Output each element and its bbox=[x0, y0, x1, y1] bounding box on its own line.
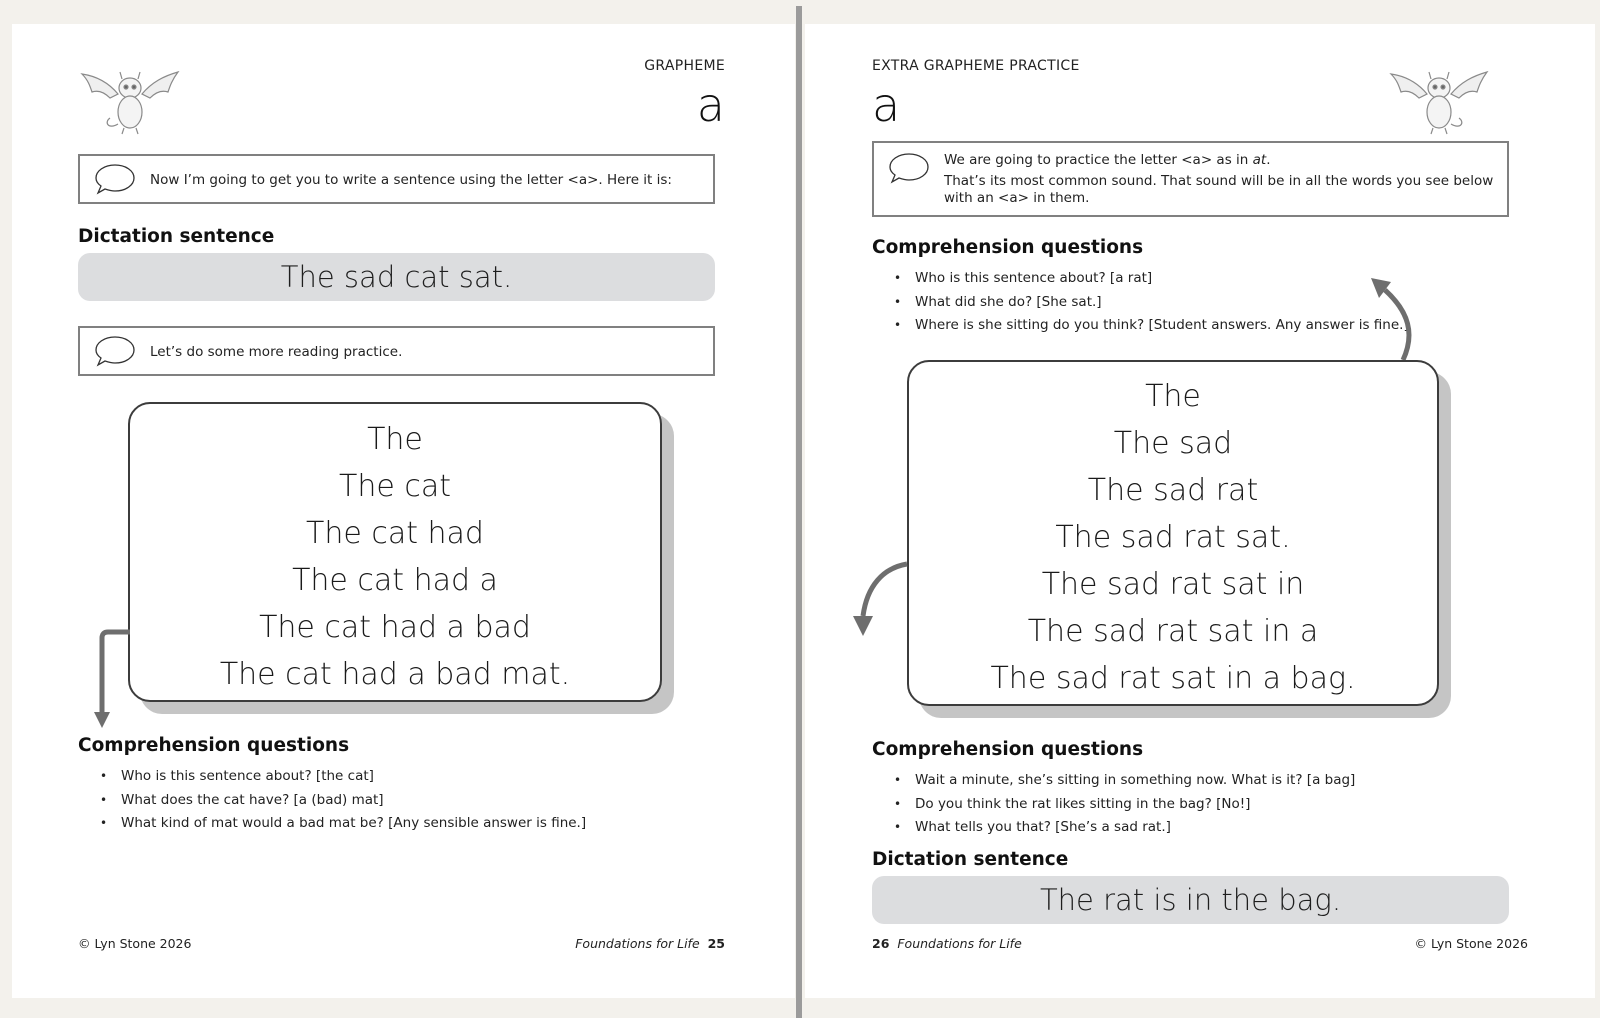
bullet-icon: • bbox=[894, 796, 902, 811]
book-spine bbox=[796, 6, 802, 1018]
footer-copyright: © Lyn Stone 2026 bbox=[78, 936, 192, 951]
reading-pyramid bbox=[128, 402, 662, 702]
curved-arrow-icon bbox=[92, 624, 134, 734]
page-left bbox=[12, 24, 795, 998]
speech-bubble-icon bbox=[94, 163, 136, 195]
question-text: What tells you that? [She’s a sad rat.] bbox=[915, 819, 1171, 835]
comprehension-heading-1: Comprehension questions bbox=[872, 237, 1144, 258]
instruction-box bbox=[78, 154, 715, 204]
instruction-text bbox=[944, 152, 1500, 207]
pyramid-line: The sad rat sat in a bbox=[1027, 614, 1319, 649]
question-item bbox=[872, 793, 1355, 817]
bullet-icon: • bbox=[100, 792, 108, 807]
section-label: EXTRA GRAPHEME PRACTICE bbox=[872, 58, 1080, 74]
pyramid-line: The cat bbox=[339, 469, 451, 504]
bullet-icon: • bbox=[894, 294, 902, 309]
reading-instruction-text: Let’s do some more reading practice. bbox=[150, 344, 403, 360]
page-number: 25 bbox=[707, 936, 725, 951]
question-text: What kind of mat would a bad mat be? [Any sensible answer is fine.] bbox=[121, 815, 587, 831]
question-text: What did she do? [She sat.] bbox=[915, 293, 1102, 310]
speech-bubble-icon bbox=[94, 335, 136, 367]
dragon-icon bbox=[78, 64, 182, 136]
question-item bbox=[872, 314, 1409, 338]
footer-book-title: Foundations for Life bbox=[897, 936, 1022, 951]
comprehension-heading-2: Comprehension questions bbox=[872, 739, 1144, 760]
pyramid-line: The sad rat bbox=[1087, 473, 1259, 508]
pyramid-line: The sad rat sat in a bag. bbox=[990, 661, 1356, 696]
question-text: Wait a minute, she’s sitting in something now. What is it? [a bag] bbox=[915, 772, 1356, 788]
comprehension-questions bbox=[78, 765, 586, 836]
instruction-text: Now I’m going to get you to write a sentence using the letter <a>. Here it is: bbox=[150, 172, 672, 188]
footer-copyright: © Lyn Stone 2026 bbox=[1414, 936, 1528, 951]
question-item bbox=[78, 765, 586, 789]
pyramid-line: The bbox=[1145, 379, 1201, 414]
pyramid-line: The cat had bbox=[306, 516, 484, 551]
bullet-icon: • bbox=[894, 318, 902, 332]
question-item bbox=[872, 769, 1355, 793]
instruction-box bbox=[872, 141, 1509, 217]
question-text: What does the cat have? [a (bad) mat] bbox=[121, 791, 384, 808]
reading-instruction-box bbox=[78, 326, 715, 376]
reading-pyramid bbox=[907, 360, 1439, 706]
question-item bbox=[78, 789, 586, 813]
footer-book-page bbox=[575, 936, 725, 951]
dictation-sentence: The rat is in the bag. bbox=[872, 876, 1509, 924]
curved-arrow-icon bbox=[849, 560, 909, 640]
speech-bubble-icon bbox=[888, 152, 930, 184]
curved-arrow-icon bbox=[1365, 274, 1425, 364]
instruction-line-1: We are going to practice the letter <a> as in at. bbox=[944, 152, 1271, 168]
page-right bbox=[805, 24, 1595, 998]
question-item bbox=[872, 291, 1409, 315]
question-text: Who is this sentence about? [the cat] bbox=[121, 768, 374, 784]
dragon-icon bbox=[1387, 64, 1491, 136]
pyramid-line: The cat had a bad bbox=[259, 610, 531, 645]
pyramid-line: The cat had a bbox=[292, 563, 498, 598]
dictation-sentence: The sad cat sat. bbox=[78, 253, 715, 301]
grapheme-letter: a bbox=[872, 78, 901, 132]
section-label: GRAPHEME bbox=[644, 58, 725, 74]
question-item bbox=[78, 812, 586, 836]
bullet-icon: • bbox=[894, 820, 902, 834]
pyramid-line: The bbox=[367, 422, 423, 457]
pyramid-line: The sad rat sat. bbox=[1055, 520, 1291, 555]
pyramid-line: The sad bbox=[1113, 426, 1233, 461]
page-number: 26 bbox=[872, 936, 890, 951]
comprehension-heading: Comprehension questions bbox=[78, 735, 350, 756]
pyramid-line: The sad rat sat in bbox=[1041, 567, 1305, 602]
bullet-icon: • bbox=[894, 271, 902, 285]
pyramid-line: The cat had a bad mat. bbox=[219, 657, 571, 692]
comprehension-questions-2 bbox=[872, 769, 1355, 840]
dictation-heading: Dictation sentence bbox=[872, 849, 1069, 870]
question-text: Who is this sentence about? [a rat] bbox=[915, 270, 1153, 286]
question-item bbox=[872, 816, 1355, 840]
question-text: Do you think the rat likes sitting in the bag? [No!] bbox=[915, 795, 1251, 812]
footer-book-title: Foundations for Life bbox=[575, 936, 700, 951]
question-item bbox=[872, 267, 1409, 291]
bullet-icon: • bbox=[100, 769, 108, 783]
comprehension-questions-1 bbox=[872, 267, 1409, 338]
grapheme-letter: a bbox=[696, 78, 725, 132]
bullet-icon: • bbox=[894, 773, 902, 787]
dictation-heading: Dictation sentence bbox=[78, 226, 275, 247]
footer-book-page bbox=[872, 936, 1022, 951]
instruction-line-2: That’s its most common sound. That sound will be in all the words you see below with an <a> in them. bbox=[944, 173, 1494, 206]
bullet-icon: • bbox=[100, 816, 108, 830]
question-text: Where is she sitting do you think? [Student answers. Any answer is fine.] bbox=[915, 317, 1409, 333]
